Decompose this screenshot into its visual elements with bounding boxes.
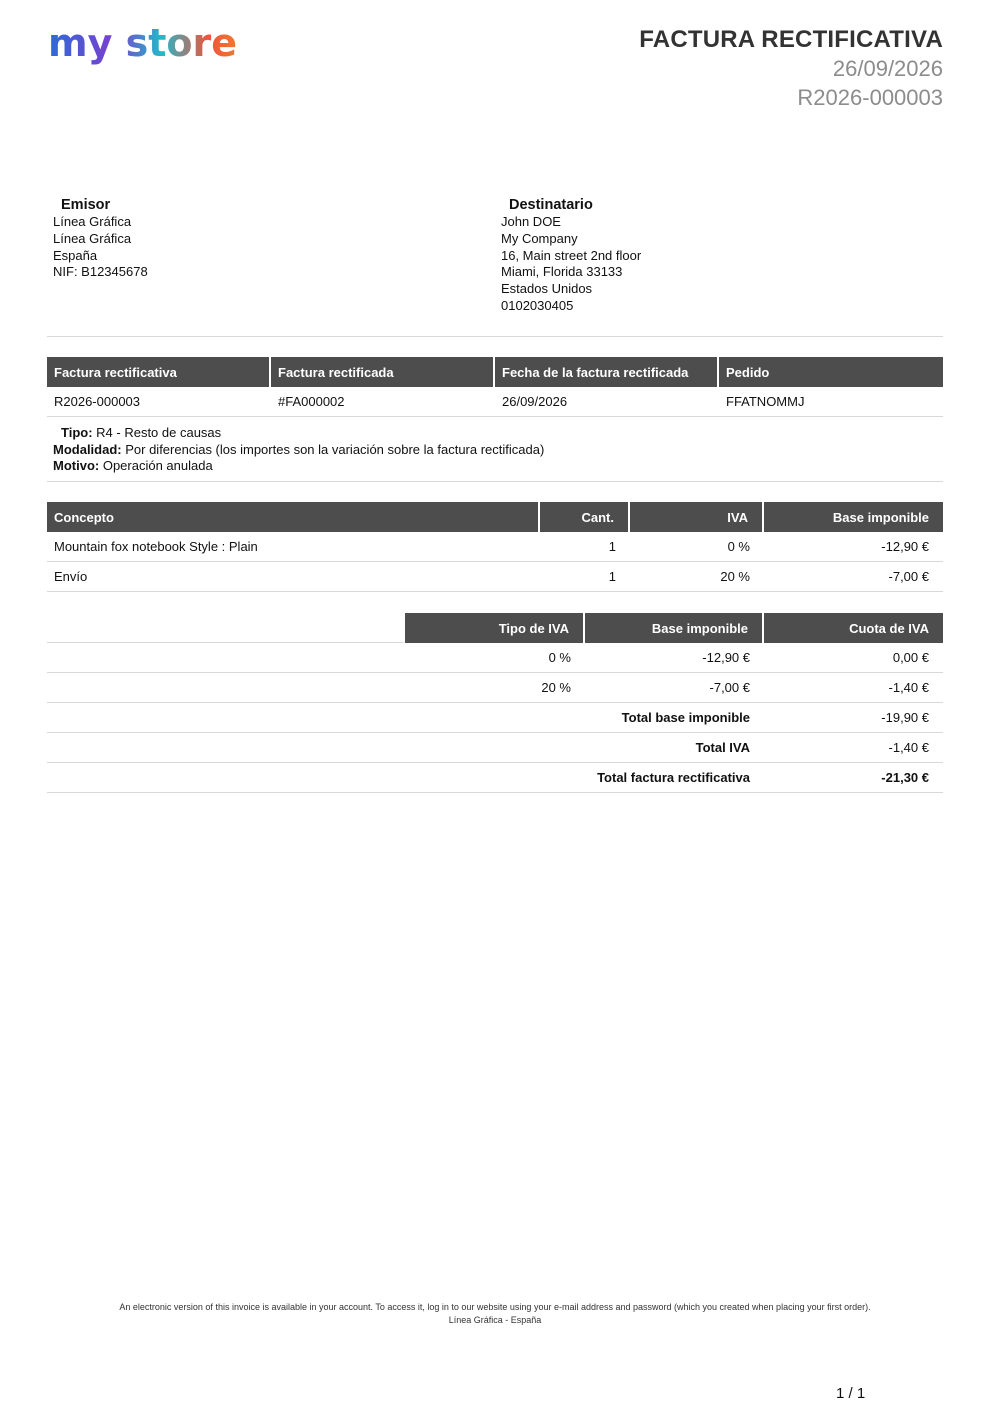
footer-company: Línea Gráfica - España	[448, 1315, 542, 1325]
type-label: Tipo:	[61, 425, 93, 440]
item-quantity: 1	[540, 532, 630, 562]
reason-label: Motivo:	[53, 458, 100, 473]
item-vat: 20 %	[630, 562, 764, 592]
page-indicator: 1 / 1	[836, 1385, 866, 1402]
rectification-info	[53, 425, 544, 475]
recipient-line: John DOE	[501, 214, 561, 229]
document-number: R2026-000003	[797, 85, 943, 110]
column-header: Factura rectificada	[271, 357, 495, 387]
grand-total-value: -21,30 €	[764, 763, 943, 793]
rectification-mode	[53, 442, 544, 459]
item-concept: Mountain fox notebook Style : Plain	[47, 532, 540, 562]
table-row	[47, 387, 943, 417]
grand-total-label: Total factura rectificativa	[47, 763, 764, 793]
issuer-label: Emisor	[61, 197, 111, 213]
column-header: Cuota de IVA	[764, 613, 943, 643]
tax-summary-table	[47, 613, 943, 793]
table-row	[47, 673, 943, 703]
page-footer	[0, 1301, 990, 1327]
total-value: -19,90 €	[764, 703, 943, 733]
total-row	[47, 733, 943, 763]
empty-header-cell	[47, 613, 405, 643]
store-logo-image	[48, 20, 237, 76]
mode-label: Modalidad:	[53, 441, 122, 457]
document-header	[639, 25, 943, 112]
table-row	[47, 532, 943, 562]
rectification-reason	[53, 458, 544, 475]
item-base: -7,00 €	[764, 562, 943, 592]
divider	[47, 336, 943, 337]
recipient-line: My Company	[501, 230, 578, 246]
issuer-line: España	[53, 247, 98, 263]
issuer-line: NIF: B12345678	[53, 264, 148, 280]
vat-amount: -1,40 €	[764, 673, 943, 703]
table-header-row	[47, 357, 943, 387]
mode-value: Por diferencias (los importes son la variación sobre la factura rectificada)	[125, 441, 545, 457]
total-label: Total base imponible	[47, 703, 764, 733]
table-row	[47, 643, 943, 673]
recipient-line: Miami, Florida 33133	[501, 264, 623, 280]
footer-notice: An electronic version of this invoice is available in your account. To access it, log in to our website using your e-mail address and password (which you created when placing your first order).	[119, 1302, 871, 1312]
grand-total-row	[47, 763, 943, 793]
vat-amount: 0,00 €	[764, 643, 943, 673]
vat-base: -7,00 €	[585, 673, 764, 703]
empty-cell	[47, 673, 405, 703]
recipient-label: Destinatario	[509, 197, 593, 213]
rectifying-invoice-number: R2026-000003	[47, 387, 271, 417]
table-row	[47, 562, 943, 592]
recipient-line: 0102030405	[501, 297, 574, 313]
reason-value: Operación anulada	[102, 458, 213, 473]
table-header-row	[47, 613, 943, 643]
svg-text:my store: my store	[48, 21, 237, 65]
items-table	[47, 502, 943, 592]
recipient-line: 16, Main street 2nd floor	[501, 247, 642, 263]
document-title: FACTURA RECTIFICATIVA	[639, 26, 943, 53]
recipient-line: Estados Unidos	[501, 281, 593, 297]
total-label: Total IVA	[47, 733, 764, 763]
column-header: IVA	[630, 502, 764, 532]
issuer-block	[53, 197, 148, 281]
column-header: Pedido	[719, 357, 943, 387]
item-quantity: 1	[540, 562, 630, 592]
rectified-invoice-date: 26/09/2026	[495, 387, 719, 417]
item-base: -12,90 €	[764, 532, 943, 562]
table-header-row	[47, 502, 943, 532]
rectification-type	[53, 425, 544, 442]
column-header: Factura rectificativa	[47, 357, 271, 387]
empty-cell	[47, 643, 405, 673]
column-header: Cant.	[540, 502, 630, 532]
column-header: Tipo de IVA	[405, 613, 585, 643]
type-value: R4 - Resto de causas	[96, 425, 222, 440]
reference-table	[47, 357, 943, 417]
column-header: Base imponible	[585, 613, 764, 643]
column-header: Concepto	[47, 502, 540, 532]
issuer-line: Línea Gráfica	[53, 230, 132, 246]
item-concept: Envío	[47, 562, 540, 592]
recipient-block	[501, 197, 641, 315]
item-vat: 0 %	[630, 532, 764, 562]
rectified-invoice-number: #FA000002	[271, 387, 495, 417]
vat-rate: 20 %	[405, 673, 585, 703]
store-logo	[48, 20, 237, 76]
total-row	[47, 703, 943, 733]
column-header: Base imponible	[764, 502, 943, 532]
total-value: -1,40 €	[764, 733, 943, 763]
document-date: 26/09/2026	[832, 56, 943, 81]
column-header: Fecha de la factura rectificada	[495, 357, 719, 387]
issuer-line: Línea Gráfica	[53, 214, 132, 229]
divider	[47, 481, 943, 482]
vat-base: -12,90 €	[585, 643, 764, 673]
order-reference: FFATNOMMJ	[719, 387, 943, 417]
vat-rate: 0 %	[405, 643, 585, 673]
